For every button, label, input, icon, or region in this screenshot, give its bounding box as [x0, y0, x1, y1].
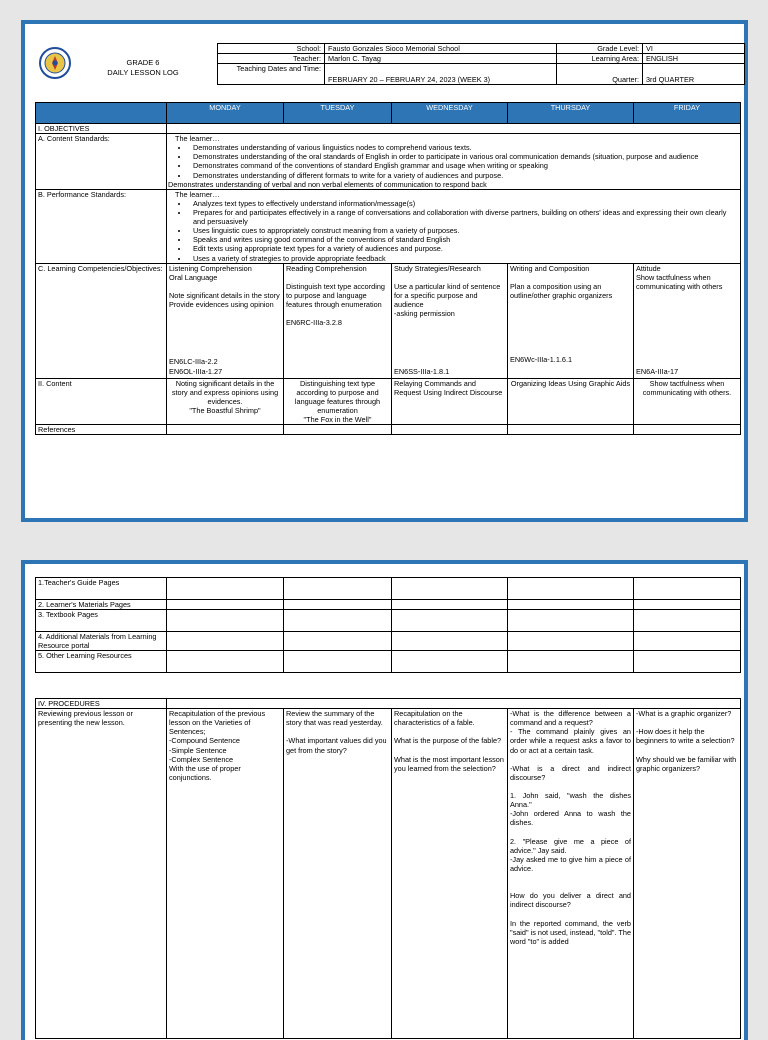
log-title: DAILY LESSON LOG: [107, 67, 179, 77]
competency-thursday: [508, 263, 634, 378]
performance-standards-cell: [167, 189, 741, 263]
quarter-label: Quarter:: [557, 64, 643, 85]
list-item: • Edit texts using appropriate text types for a variety of audiences and purpose.: [189, 244, 738, 253]
learning-area-value: ENGLISH: [643, 54, 745, 64]
list-item: • Demonstrates understanding of the oral standards of English in order to participate in various oral communication demands (situation, purpose and audience: [189, 152, 738, 161]
procedures-table: [35, 698, 741, 1039]
resource-teachers-guide: 1.Teacher's Guide Pages: [36, 578, 167, 600]
resource-textbook: 3. Textbook Pages: [36, 610, 167, 632]
content-last: Demonstrates understanding of verbal and non verbal elements of communication to respond back: [168, 179, 487, 189]
quarter-value: 3rd QUARTER: [643, 64, 745, 85]
procedure-wednesday: Recapitulation on the characteristics of a fable. What is the purpose of the fable? What is the most important lesson you learned from the selection?: [392, 709, 508, 1039]
dates-label: Teaching Dates and Time:: [218, 64, 325, 85]
school-value: Fausto Gonzales Sioco Memorial School: [325, 44, 557, 54]
procedure-tuesday: Review the summary of the story that was read yesterday. -What important values did you get from the story?: [284, 709, 392, 1039]
references-label: References: [36, 425, 167, 435]
content-standards-list: [169, 143, 738, 179]
competency-body: Distinguish text type according to purpose and language features through enumeration: [286, 281, 385, 309]
competency-title: Attitude: [636, 263, 661, 273]
competency-body: Use a particular kind of sentence for a specific purpose and audience -asking permission: [394, 281, 501, 319]
grade-level-label: Grade Level:: [557, 44, 643, 54]
teacher-value: Marlon C. Tayag: [325, 54, 557, 64]
content-standards-label: A. Content Standards:: [36, 134, 167, 190]
performance-standards-label: B. Performance Standards:: [36, 189, 167, 263]
lesson-log-title: [103, 58, 183, 78]
list-item: • Analyzes text types to effectively understand information/message(s): [189, 199, 738, 208]
content-label: II. Content: [36, 378, 167, 425]
procedure-thursday: -What is the difference between a command and a request? - The command plainly gives an order while a request asks a favor to do or act at a certain task. -What is a direct and indirect discourse? 1. John said, "wash the dishes Anna." -John ordered Anna to wash the dishes. 2. "Please give me a piece of advice." Jay said. -Jay asked me to give him a piece of advice. How do you deliver a direct and indirect discourse? In the reported command, the verb "said" is not used, instead, "told". The word "to" is added: [508, 709, 634, 1039]
grade-title: GRADE 6: [126, 58, 160, 67]
competency-sub: Oral Language: [169, 272, 218, 282]
competency-code: EN6A-IIIa-17: [636, 366, 679, 376]
header-info-table: [217, 43, 745, 85]
competency-code: EN6RC-IIIa-3.2.8: [286, 318, 342, 328]
content-standards-cell: [167, 134, 741, 190]
content-thursday: Organizing Ideas Using Graphic Aids: [508, 378, 634, 425]
blank-header-cell: [36, 103, 167, 124]
competency-friday: [634, 263, 741, 378]
list-item: • Prepares for and participates effectively in a range of conversations and collaboration with diverse partners, building on others' ideas and expressing their own clearly and persuasively: [189, 208, 738, 226]
content-tuesday: Distinguishing text type according to purpose and language features through enumeration "The Fox in the Well": [284, 378, 392, 425]
list-item: • Uses linguistic cues to appropriately construct meaning from a variety of purposes.: [189, 226, 738, 235]
day-header-row: [36, 103, 741, 124]
resource-learners-materials: 2. Learner's Materials Pages: [36, 600, 167, 610]
competency-body: Plan a composition using an outline/other graphic organizers: [510, 281, 613, 300]
resource-additional-materials: 4. Additional Materials from Learning Resource portal: [36, 632, 167, 651]
day-wednesday: WEDNESDAY: [392, 103, 508, 124]
content-intro: The learner…: [175, 134, 220, 144]
competency-title: Writing and Composition: [510, 263, 590, 273]
objectives-table: [35, 102, 741, 435]
teacher-label: Teacher:: [218, 54, 325, 64]
competency-title: Study Strategies/Research: [394, 263, 481, 273]
grade-level-value: VI: [643, 44, 745, 54]
dates-value: FEBRUARY 20 – FEBRUARY 24, 2023 (WEEK 3): [325, 64, 557, 85]
deped-seal-logo: [39, 47, 71, 79]
page-one: [21, 20, 748, 522]
list-item: • Uses a variety of strategies to provide appropriate feedback: [189, 254, 738, 263]
performance-intro: The learner…: [175, 189, 220, 199]
learning-area-label: Learning Area:: [557, 54, 643, 64]
competency-title: Reading Comprehension: [286, 263, 367, 273]
competency-wednesday: [392, 263, 508, 378]
procedures-heading: IV. PROCEDURES: [36, 699, 167, 709]
competency-body: Note significant details in the story Provide evidences using opinion: [169, 290, 280, 309]
school-label: School:: [218, 44, 325, 54]
procedure-monday: Recapitulation of the previous lesson on the Varieties of Sentences; -Compound Sentence -Simple Sentence -Complex Sentence With the use of proper conjunctions.: [167, 709, 284, 1039]
competency-title: Listening Comprehension: [169, 263, 252, 273]
procedure-friday: -What is a graphic organizer? -How does it help the beginners to write a selection? Why should we be familiar with graphic organizers?: [634, 709, 741, 1039]
content-friday: Show tactfulness when communicating with others.: [634, 378, 741, 425]
competency-monday: [167, 263, 284, 378]
resource-other: 5. Other Learning Resources: [36, 651, 167, 673]
list-item: • Demonstrates understanding of different formats to write for a variety of audiences and purpose.: [189, 171, 738, 180]
content-monday: Noting significant details in the story and express opinions using evidences. "The Boastful Shrimp": [167, 378, 284, 425]
competency-tuesday: [284, 263, 392, 378]
resources-table: [35, 577, 741, 673]
day-friday: FRIDAY: [634, 103, 741, 124]
performance-standards-list: [169, 199, 738, 263]
day-tuesday: TUESDAY: [284, 103, 392, 124]
content-wednesday: Relaying Commands and Request Using Indirect Discourse: [392, 378, 508, 425]
competency-code: EN6SS-IIIa-1.8.1: [394, 366, 450, 376]
list-item: • Speaks and writes using good command of the conventions of standard English: [189, 235, 738, 244]
list-item: • Demonstrates understanding of various linguistics nodes to comprehend various texts.: [189, 143, 738, 152]
competency-code: EN6Wc-IIIa-1.1.6.1: [510, 354, 573, 364]
day-monday: MONDAY: [167, 103, 284, 124]
page-two: [21, 560, 748, 1040]
day-thursday: THURSDAY: [508, 103, 634, 124]
list-item: • Demonstrates command of the conventions of standard English grammar and usage when writing or speaking: [189, 161, 738, 170]
competencies-label: C. Learning Competencies/Objectives:: [36, 263, 167, 378]
review-label: Reviewing previous lesson or presenting the new lesson.: [36, 709, 167, 1039]
objectives-heading: I. OBJECTIVES: [36, 124, 167, 134]
competency-body: Show tactfulness when communicating with others: [636, 272, 723, 291]
competency-code: EN6LC-IIIa-2.2 EN6OL-IIIa-1.27: [169, 357, 223, 376]
